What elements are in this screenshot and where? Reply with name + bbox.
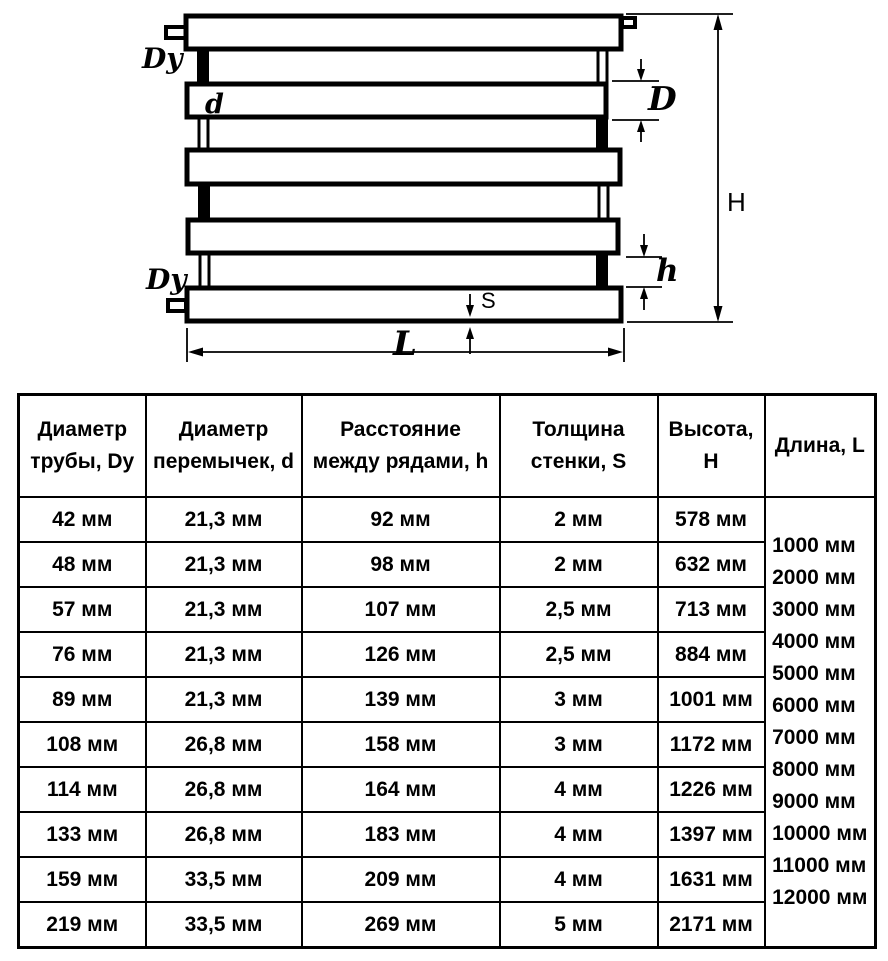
table-header: [19, 395, 876, 498]
stub-bottom-left: [168, 300, 186, 311]
label-d-jumper: d: [205, 89, 224, 120]
stub-top-right: [622, 18, 635, 27]
table-body: [19, 497, 876, 948]
specs-table: [17, 393, 877, 949]
tube-2: [187, 84, 606, 117]
table-cell: 21,3 мм: [146, 677, 302, 722]
table-cell: 21,3 мм: [146, 497, 302, 542]
table-cell: 21,3 мм: [146, 542, 302, 587]
label-d-tube: D: [648, 79, 677, 118]
length-value: 11000 мм: [772, 854, 867, 877]
length-value: 7000 мм: [772, 726, 856, 749]
tube-1: [186, 16, 621, 49]
table-cell: 5 мм: [500, 902, 658, 948]
table-cell: 133 мм: [19, 812, 146, 857]
header-height: Высота, H: [658, 395, 765, 498]
table-cell: 578 мм: [658, 497, 765, 542]
table-cell: 21,3 мм: [146, 632, 302, 677]
header-length: Длина, L: [765, 395, 876, 498]
header-pipe-diameter: Диаметр трубы, Dy: [19, 395, 146, 498]
length-value: 5000 мм: [772, 662, 856, 685]
table-cell: 4 мм: [500, 812, 658, 857]
table-row: [19, 542, 876, 587]
height-arrow-down: [714, 306, 723, 322]
jumper-thin: [599, 183, 608, 223]
jumper-thick: [198, 183, 210, 223]
tube-3: [187, 150, 620, 184]
table-cell: 2171 мм: [658, 902, 765, 948]
length-value: 8000 мм: [772, 758, 856, 781]
table-cell: 3 мм: [500, 722, 658, 767]
table-cell: 632 мм: [658, 542, 765, 587]
table-cell: 4 мм: [500, 767, 658, 812]
tube-4: [188, 220, 618, 253]
length-arrow-right: [608, 348, 623, 357]
table-cell: 126 мм: [302, 632, 500, 677]
height-arrow-up: [714, 14, 723, 30]
tube-5: [187, 288, 621, 321]
header-wall-thickness: Толщина стенки, S: [500, 395, 658, 498]
table-row: [19, 497, 876, 542]
table-cell: 57 мм: [19, 587, 146, 632]
table-header-row: [19, 395, 876, 498]
length-cell: [765, 497, 876, 948]
table-cell: 269 мм: [302, 902, 500, 948]
table-cell: 26,8 мм: [146, 812, 302, 857]
table-row: [19, 767, 876, 812]
length-values-list: [772, 530, 867, 914]
table-cell: 1226 мм: [658, 767, 765, 812]
table-cell: 33,5 мм: [146, 857, 302, 902]
d-arrow-down: [637, 69, 645, 81]
table-row: [19, 587, 876, 632]
length-value: 10000 мм: [772, 822, 868, 845]
table-cell: 48 мм: [19, 542, 146, 587]
table-cell: 139 мм: [302, 677, 500, 722]
table-cell: 3 мм: [500, 677, 658, 722]
table-cell: 21,3 мм: [146, 587, 302, 632]
table-cell: 1172 мм: [658, 722, 765, 767]
length-value: 6000 мм: [772, 694, 856, 717]
table-cell: 1397 мм: [658, 812, 765, 857]
tubes: [186, 16, 621, 321]
label-dy-top: Dy: [142, 42, 183, 75]
d-arrow-up: [637, 120, 645, 132]
table-row: [19, 677, 876, 722]
table-cell: 26,8 мм: [146, 722, 302, 767]
table-cell: 183 мм: [302, 812, 500, 857]
table-row: [19, 722, 876, 767]
table-row: [19, 857, 876, 902]
h-arrow-down: [640, 245, 648, 257]
register-diagram-svg: [0, 0, 888, 392]
label-l-length: L: [393, 324, 417, 364]
table-cell: 713 мм: [658, 587, 765, 632]
header-row-spacing: Расстояние между рядами, h: [302, 395, 500, 498]
jumper-thin: [598, 47, 607, 85]
table-cell: 884 мм: [658, 632, 765, 677]
jumper-thick: [596, 251, 608, 291]
label-s-wall: S: [481, 288, 496, 313]
length-value: 3000 мм: [772, 598, 856, 621]
table-cell: 76 мм: [19, 632, 146, 677]
label-dy-bottom: Dy: [146, 263, 187, 296]
table-cell: 159 мм: [19, 857, 146, 902]
table-cell: 2,5 мм: [500, 632, 658, 677]
jumper-thick: [596, 114, 608, 152]
table-cell: 98 мм: [302, 542, 500, 587]
length-value: 9000 мм: [772, 790, 856, 813]
stub-top-left: [166, 27, 186, 38]
length-value: 4000 мм: [772, 630, 856, 653]
label-h-spacing: h: [656, 253, 679, 289]
table-cell: 42 мм: [19, 497, 146, 542]
table-cell: 164 мм: [302, 767, 500, 812]
length-value: 12000 мм: [772, 886, 868, 909]
table-cell: 33,5 мм: [146, 902, 302, 948]
table-cell: 1631 мм: [658, 857, 765, 902]
h-arrow-up: [640, 287, 648, 299]
table-cell: 89 мм: [19, 677, 146, 722]
length-value: 2000 мм: [772, 566, 856, 589]
table-cell: 2,5 мм: [500, 587, 658, 632]
table-cell: 108 мм: [19, 722, 146, 767]
label-h-height: H: [727, 187, 746, 217]
length-arrow-left: [188, 348, 203, 357]
table-row: [19, 632, 876, 677]
jumper-thin: [200, 251, 209, 291]
table-cell: 2 мм: [500, 497, 658, 542]
table-cell: 2 мм: [500, 542, 658, 587]
table-cell: 219 мм: [19, 902, 146, 948]
register-radiator-diagram: [0, 0, 888, 392]
table-row: [19, 812, 876, 857]
table-row: [19, 902, 876, 948]
table-cell: 114 мм: [19, 767, 146, 812]
table-cell: 158 мм: [302, 722, 500, 767]
header-jumper-diameter: Диаметр перемычек, d: [146, 395, 302, 498]
table-cell: 107 мм: [302, 587, 500, 632]
table-cell: 26,8 мм: [146, 767, 302, 812]
s-arrow-up: [466, 327, 474, 339]
length-value: 1000 мм: [772, 534, 856, 557]
table-cell: 4 мм: [500, 857, 658, 902]
table-cell: 1001 мм: [658, 677, 765, 722]
table-cell: 209 мм: [302, 857, 500, 902]
table-cell: 92 мм: [302, 497, 500, 542]
